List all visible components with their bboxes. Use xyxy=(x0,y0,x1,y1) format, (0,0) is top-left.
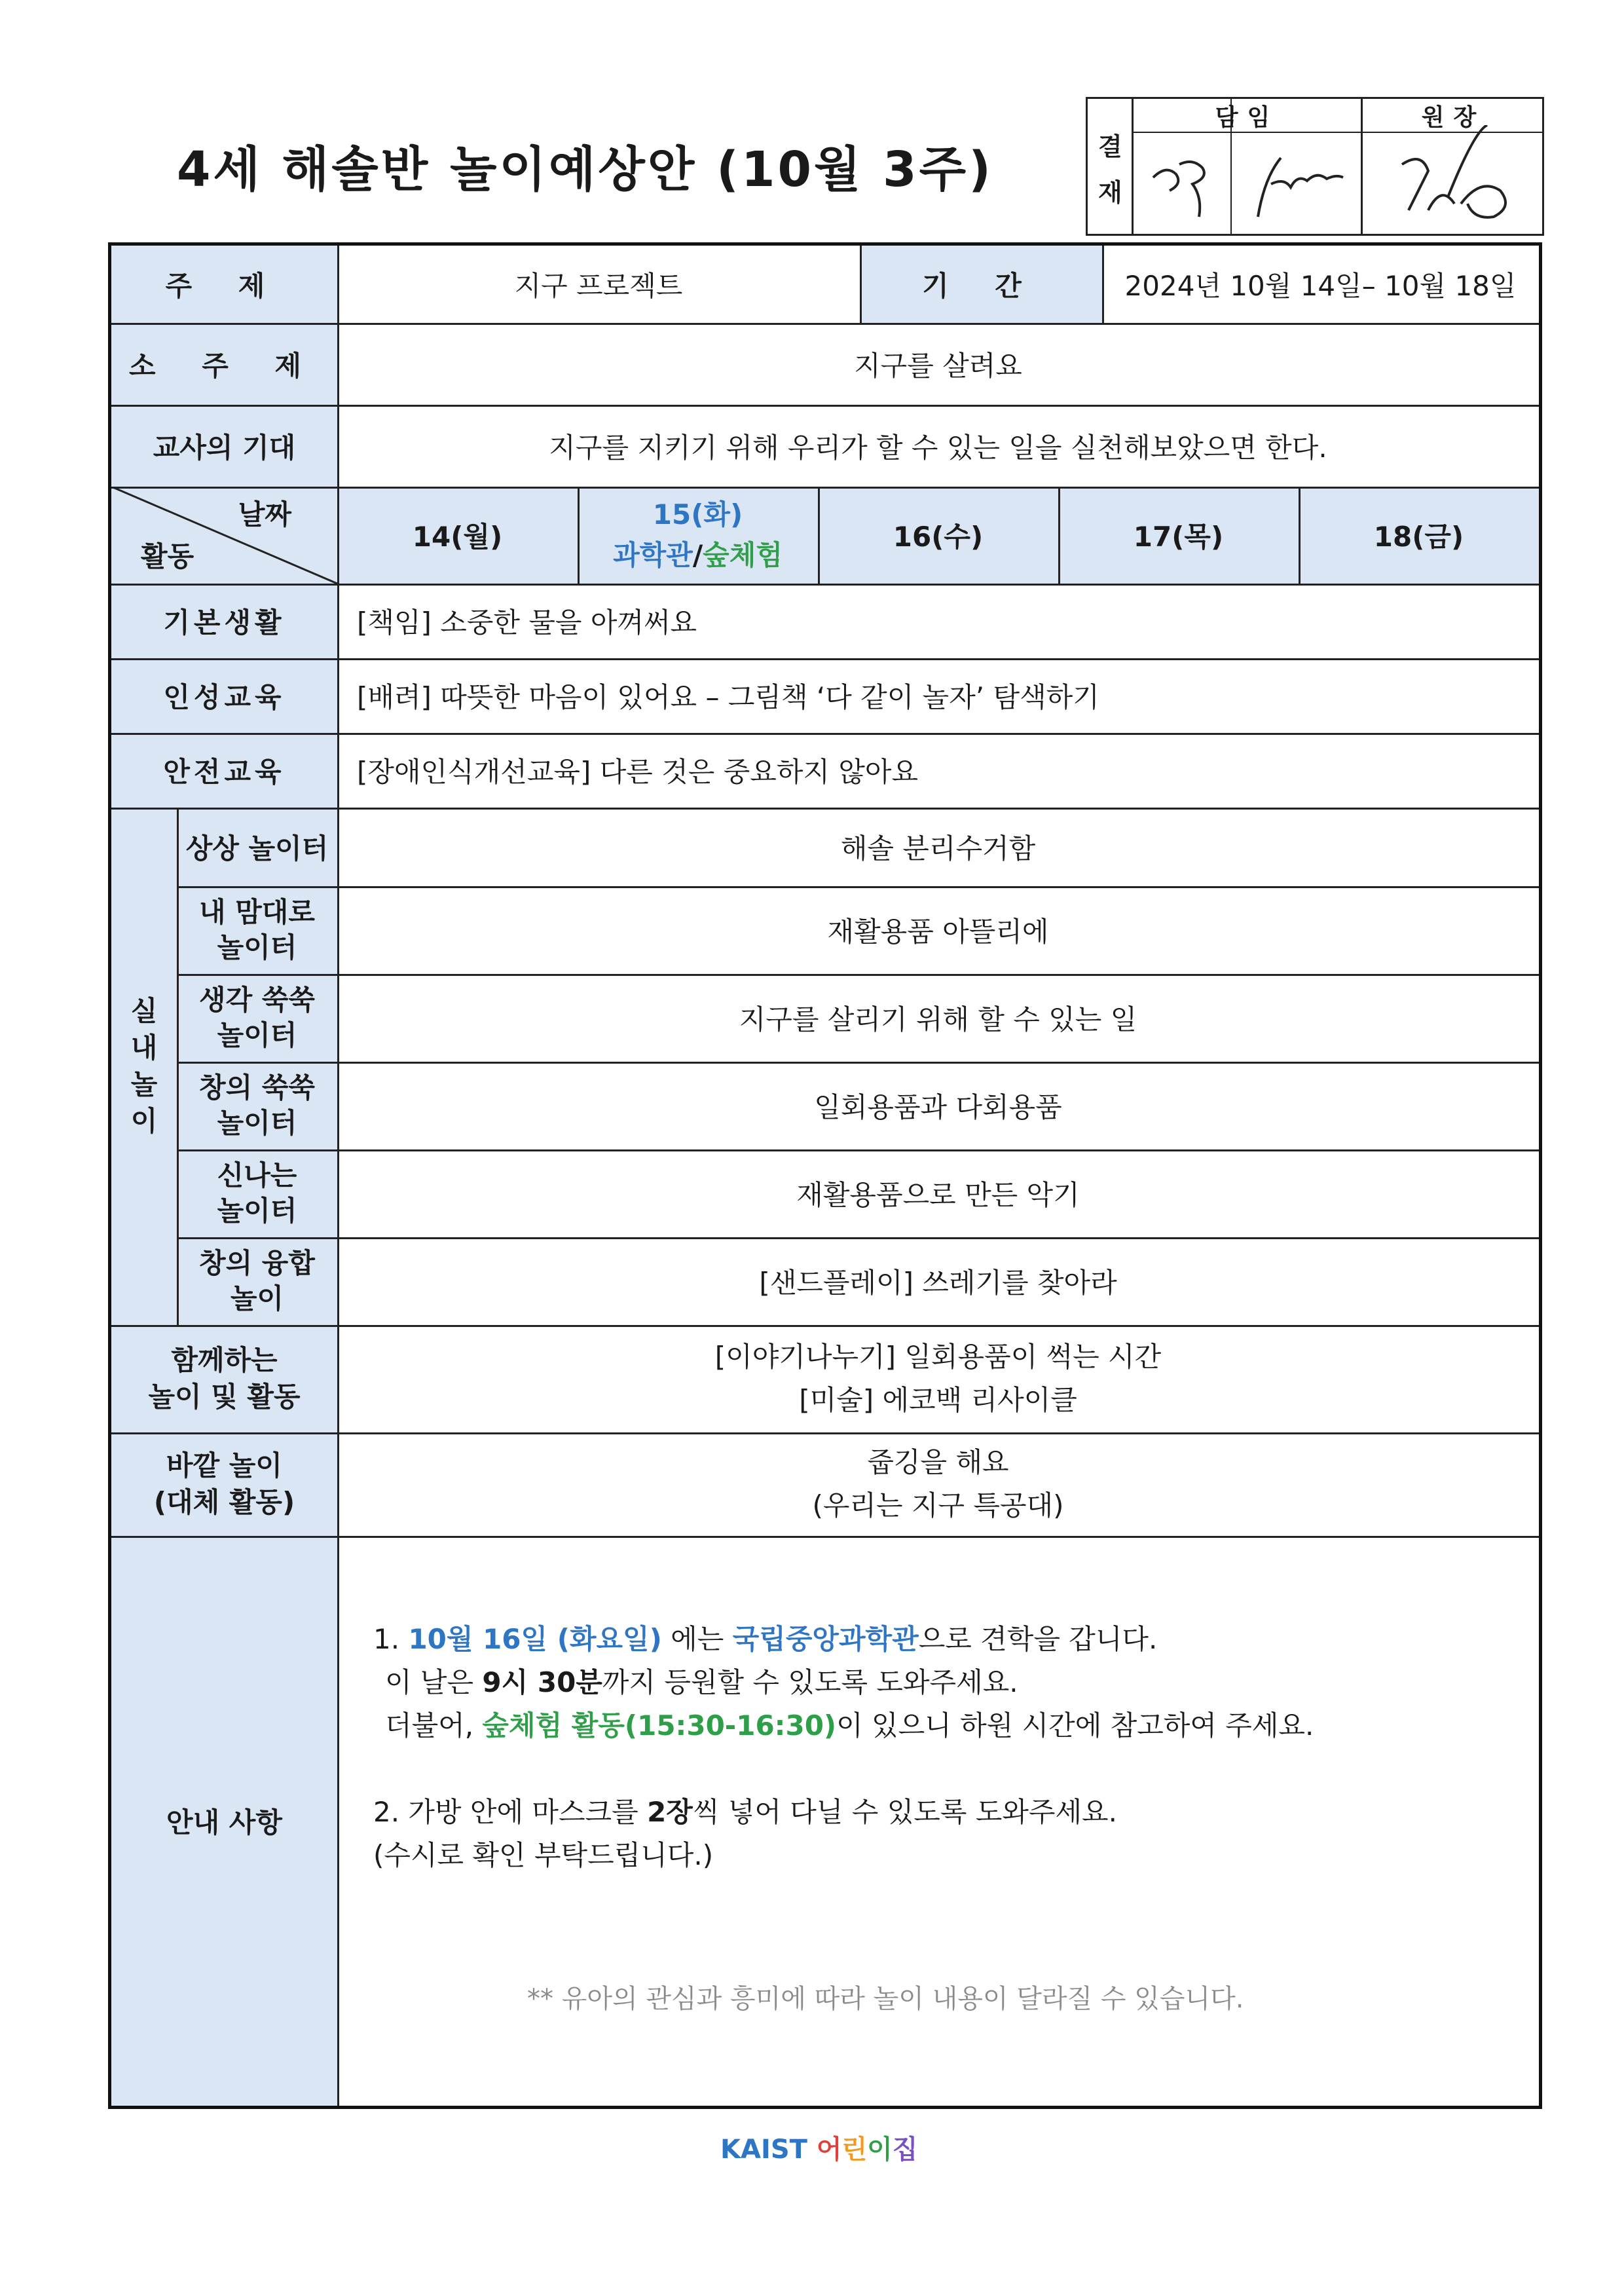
signature-2 xyxy=(1245,138,1356,226)
page-title: 4세 해솔반 놀이예상안 (10월 3주) xyxy=(177,141,993,198)
indoor-row-4-label xyxy=(177,1062,337,1149)
indoor-row-2-label-1: 내 맘대로 xyxy=(199,896,315,928)
date-activity-header xyxy=(111,487,337,584)
notice-line-2 xyxy=(373,1661,1314,1704)
day-mon: 14(월) xyxy=(337,487,578,584)
indoor-row-6-value: [샌드플레이] 쓰레기를 찾아라 xyxy=(759,1267,1117,1299)
indoor-row-5-label xyxy=(177,1149,337,1237)
together-value-2: [미술] 에코백 리사이클 xyxy=(799,1384,1077,1416)
logo-name: 어린이집 xyxy=(816,2135,918,2165)
n4-prefix: 2. 가방 안에 마스크를 xyxy=(373,1796,648,1828)
director-header: 원장 xyxy=(1363,99,1544,133)
indoor-row-5-label-2: 놀이터 xyxy=(217,1195,297,1227)
character-label: 인성교육 xyxy=(111,658,337,733)
indoor-char-3: 놀 xyxy=(130,1068,158,1100)
notice-line-4 xyxy=(373,1791,1314,1834)
together-label xyxy=(111,1325,337,1432)
day-tue: 15(화) xyxy=(652,498,743,531)
indoor-row-6-label xyxy=(177,1237,337,1325)
together-value-1: [이야기나누기] 일회용품이 썩는 시간 xyxy=(714,1341,1162,1373)
indoor-char-4: 이 xyxy=(130,1105,158,1137)
n1-prefix: 1. xyxy=(373,1623,409,1655)
indoor-row-4-value: 일회용품과 다회용품 xyxy=(814,1091,1062,1123)
outdoor-value-2: (우리는 지구 특공대) xyxy=(812,1489,1064,1521)
n2-prefix: 이 날은 xyxy=(385,1666,483,1698)
note-forest: 숲체험 xyxy=(703,539,783,571)
indoor-row-4-label-2: 놀이터 xyxy=(217,1107,297,1139)
notice-spacer xyxy=(373,1747,1314,1791)
safety-value: [장애인식개선교육] 다른 것은 중요하지 않아요 xyxy=(357,756,919,788)
approval-label-2: 재 xyxy=(1098,178,1122,207)
period-value: 2024년 10월 14일– 10월 18일 xyxy=(1124,270,1517,302)
day-fri: 18(금) xyxy=(1299,487,1539,584)
indoor-row-2-label xyxy=(177,886,337,974)
day-wed: 16(수) xyxy=(818,487,1058,584)
theme-label-cell xyxy=(111,246,337,323)
outdoor-value-1: 줍깅을 해요 xyxy=(867,1446,1009,1478)
safety-label: 안전교육 xyxy=(111,733,337,808)
basic-value: [책임] 소중한 물을 아껴써요 xyxy=(357,606,697,639)
approval-box xyxy=(1086,97,1544,236)
n1-date: 10월 16일 (화요일) xyxy=(408,1623,662,1655)
character-value: [배려] 따뜻한 마음이 있어요 – 그림책 ‘다 같이 놀자’ 탐색하기 xyxy=(357,681,1099,713)
indoor-row-3-value: 지구를 살리기 위해 할 수 있는 일 xyxy=(739,1003,1137,1036)
outdoor-label xyxy=(111,1432,337,1536)
period-label: 기 간 xyxy=(922,270,1040,302)
note-slash: / xyxy=(692,539,703,571)
indoor-char-1: 실 xyxy=(130,995,158,1027)
indoor-row-2-label-2: 놀이터 xyxy=(217,931,297,963)
kaist-logo xyxy=(720,2129,917,2166)
indoor-row-6-label-2: 놀이 xyxy=(230,1282,284,1315)
indoor-row-3-label-2: 놀이터 xyxy=(217,1019,297,1051)
note-science: 과학관 xyxy=(613,539,693,571)
subtheme-label-cell xyxy=(111,323,337,405)
expect-value: 지구를 지키기 위해 우리가 할 수 있는 일을 실천해보았으면 한다. xyxy=(549,431,1327,464)
indoor-row-1-value: 해솔 분리수거함 xyxy=(840,832,1036,865)
subtheme-label: 소 주 제 xyxy=(129,349,320,382)
indoor-group-label xyxy=(111,808,177,1325)
day-tue-note xyxy=(613,535,783,576)
together-value xyxy=(337,1325,1539,1432)
signature-3 xyxy=(1389,125,1520,226)
signature-1 xyxy=(1147,138,1225,226)
n3-activity: 숲체험 활동(15:30-16:30) xyxy=(482,1709,837,1742)
notice-line-5: (수시로 확인 부탁드립니다.) xyxy=(373,1839,714,1871)
approval-label-1: 결 xyxy=(1098,132,1122,161)
n4-count: 2장 xyxy=(647,1796,693,1828)
n2-time: 9시 30분 xyxy=(482,1666,602,1698)
logo-brand: KAIST xyxy=(720,2135,807,2165)
expect-label: 교사의 기대 xyxy=(111,405,337,487)
period-label-cell xyxy=(860,246,1102,323)
day-thu: 17(목) xyxy=(1058,487,1299,584)
n4-suffix: 씩 넣어 다닐 수 있도록 도와주세요. xyxy=(692,1796,1117,1828)
notice-text xyxy=(373,1618,1314,1877)
outdoor-value xyxy=(337,1432,1539,1536)
day-tue-cell xyxy=(578,487,818,584)
approval-label-col xyxy=(1088,99,1134,234)
activity-label: 활동 xyxy=(141,540,194,572)
n1-place: 국립중앙과학관 xyxy=(732,1623,919,1655)
n1-suffix: 으로 견학을 갑니다. xyxy=(918,1623,1158,1655)
homeroom-header: 담임 xyxy=(1134,99,1363,133)
notice-line-1 xyxy=(373,1618,1314,1661)
n3-suffix: 이 있으니 하원 시간에 참고하여 주세요. xyxy=(836,1709,1314,1742)
footnote: ** 유아의 관심과 흥미에 따라 놀이 내용이 달라질 수 있습니다. xyxy=(527,1984,1244,2014)
indoor-row-4-label-1: 창의 쑥쑥 xyxy=(199,1072,315,1104)
n1-mid: 에는 xyxy=(661,1623,733,1655)
n3-prefix: 더불어, xyxy=(385,1709,483,1742)
indoor-row-3-label-1: 생각 쑥쑥 xyxy=(199,984,315,1016)
indoor-row-6-label-1: 창의 융합 xyxy=(199,1247,315,1279)
indoor-row-5-value: 재활용품으로 만든 악기 xyxy=(796,1179,1080,1211)
theme-value: 지구 프로젝트 xyxy=(514,270,683,302)
subtheme-value: 지구를 살려요 xyxy=(854,349,1022,382)
notice-label: 안내 사항 xyxy=(111,1536,337,2106)
indoor-row-1-label: 상상 놀이터 xyxy=(177,808,337,886)
indoor-row-2-value: 재활용품 아뜰리에 xyxy=(827,916,1049,948)
outdoor-label-2: (대체 활동) xyxy=(153,1486,295,1518)
notice-line-3 xyxy=(373,1704,1314,1747)
theme-label: 주 제 xyxy=(165,270,284,302)
together-label-2: 놀이 및 활동 xyxy=(148,1381,301,1413)
together-label-1: 함께하는 xyxy=(171,1344,278,1376)
indoor-row-3-label xyxy=(177,974,337,1062)
outdoor-label-1: 바깥 놀이 xyxy=(166,1449,282,1482)
date-label: 날짜 xyxy=(238,498,291,531)
basic-label: 기본생활 xyxy=(111,584,337,658)
indoor-char-2: 내 xyxy=(130,1032,158,1064)
n2-suffix: 까지 등원할 수 있도록 도와주세요. xyxy=(602,1666,1018,1698)
indoor-row-5-label-1: 신나는 xyxy=(217,1159,297,1191)
